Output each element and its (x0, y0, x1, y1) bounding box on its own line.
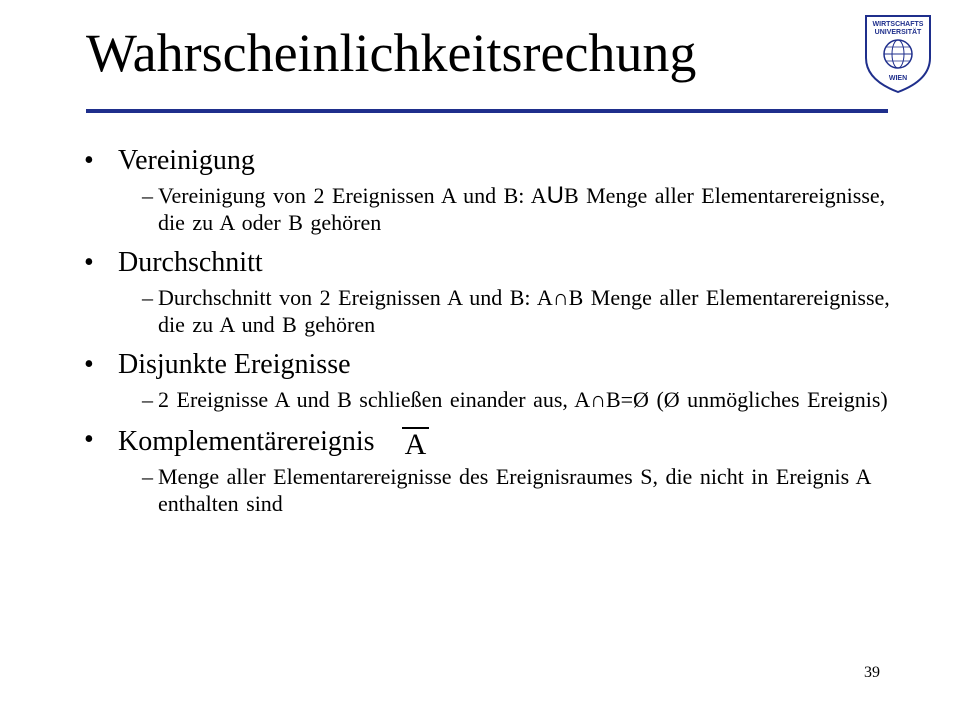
sub-text: Durchschnitt von 2 Ereignissen A und B: A∩B Menge aller Elementarereignisse, die zu A und B gehören (158, 285, 890, 337)
sub-bullet-komplement (84, 463, 904, 517)
bullet-dot-icon: • (84, 247, 94, 278)
slide-title: Wahrscheinlichkeitsrechung (86, 23, 697, 83)
logo-line1: WIRTSCHAFTS (872, 21, 924, 28)
bullet-heading: Durchschnitt (118, 247, 263, 278)
sub-bullet-durchschnitt (84, 284, 904, 338)
title-divider (86, 109, 888, 113)
sub-text: 2 Ereignisse A und B schließen einander aus, A∩B=Ø (Ø unmögliches Ereignis) (158, 387, 888, 412)
sub-text-prefix: Vereinigung von 2 Ereignissen A und B: A (158, 183, 547, 208)
logo-line3: WIEN (888, 75, 908, 82)
sub-text-suffix: B Menge aller Elementarereignisse, die zu A oder B gehören (158, 183, 886, 235)
union-symbol: U (546, 182, 564, 209)
university-logo-icon (858, 12, 938, 94)
bullet-durchschnitt (84, 246, 904, 280)
dash-icon: – (142, 183, 153, 208)
slide-body (84, 138, 904, 527)
sub-text: Menge aller Elementarereignisse des Ereignisraumes S, die nicht in Ereignis A enthalten sind (158, 464, 871, 516)
dash-icon: – (142, 387, 153, 412)
bullet-vereinigung (84, 144, 904, 178)
complement-formula: A (402, 427, 430, 461)
dash-icon: – (142, 285, 153, 310)
bullet-heading: Komplementärereignis (118, 426, 375, 457)
logo-line2: UNIVERSITÄT (874, 29, 922, 36)
sub-bullet-vereinigung (84, 182, 904, 236)
bullet-heading: Disjunkte Ereignisse (118, 349, 351, 380)
dash-icon: – (142, 464, 153, 489)
bullet-dot-icon: • (84, 424, 94, 455)
bullet-dot-icon: • (84, 145, 94, 176)
page-number: 39 (864, 664, 880, 681)
sub-bullet-disjunkte (84, 386, 904, 413)
bullet-disjunkte-ereignisse (84, 348, 904, 382)
bullet-dot-icon: • (84, 349, 94, 380)
bullet-heading: Vereinigung (118, 145, 255, 176)
bullet-komplementaerereignis (84, 423, 904, 459)
